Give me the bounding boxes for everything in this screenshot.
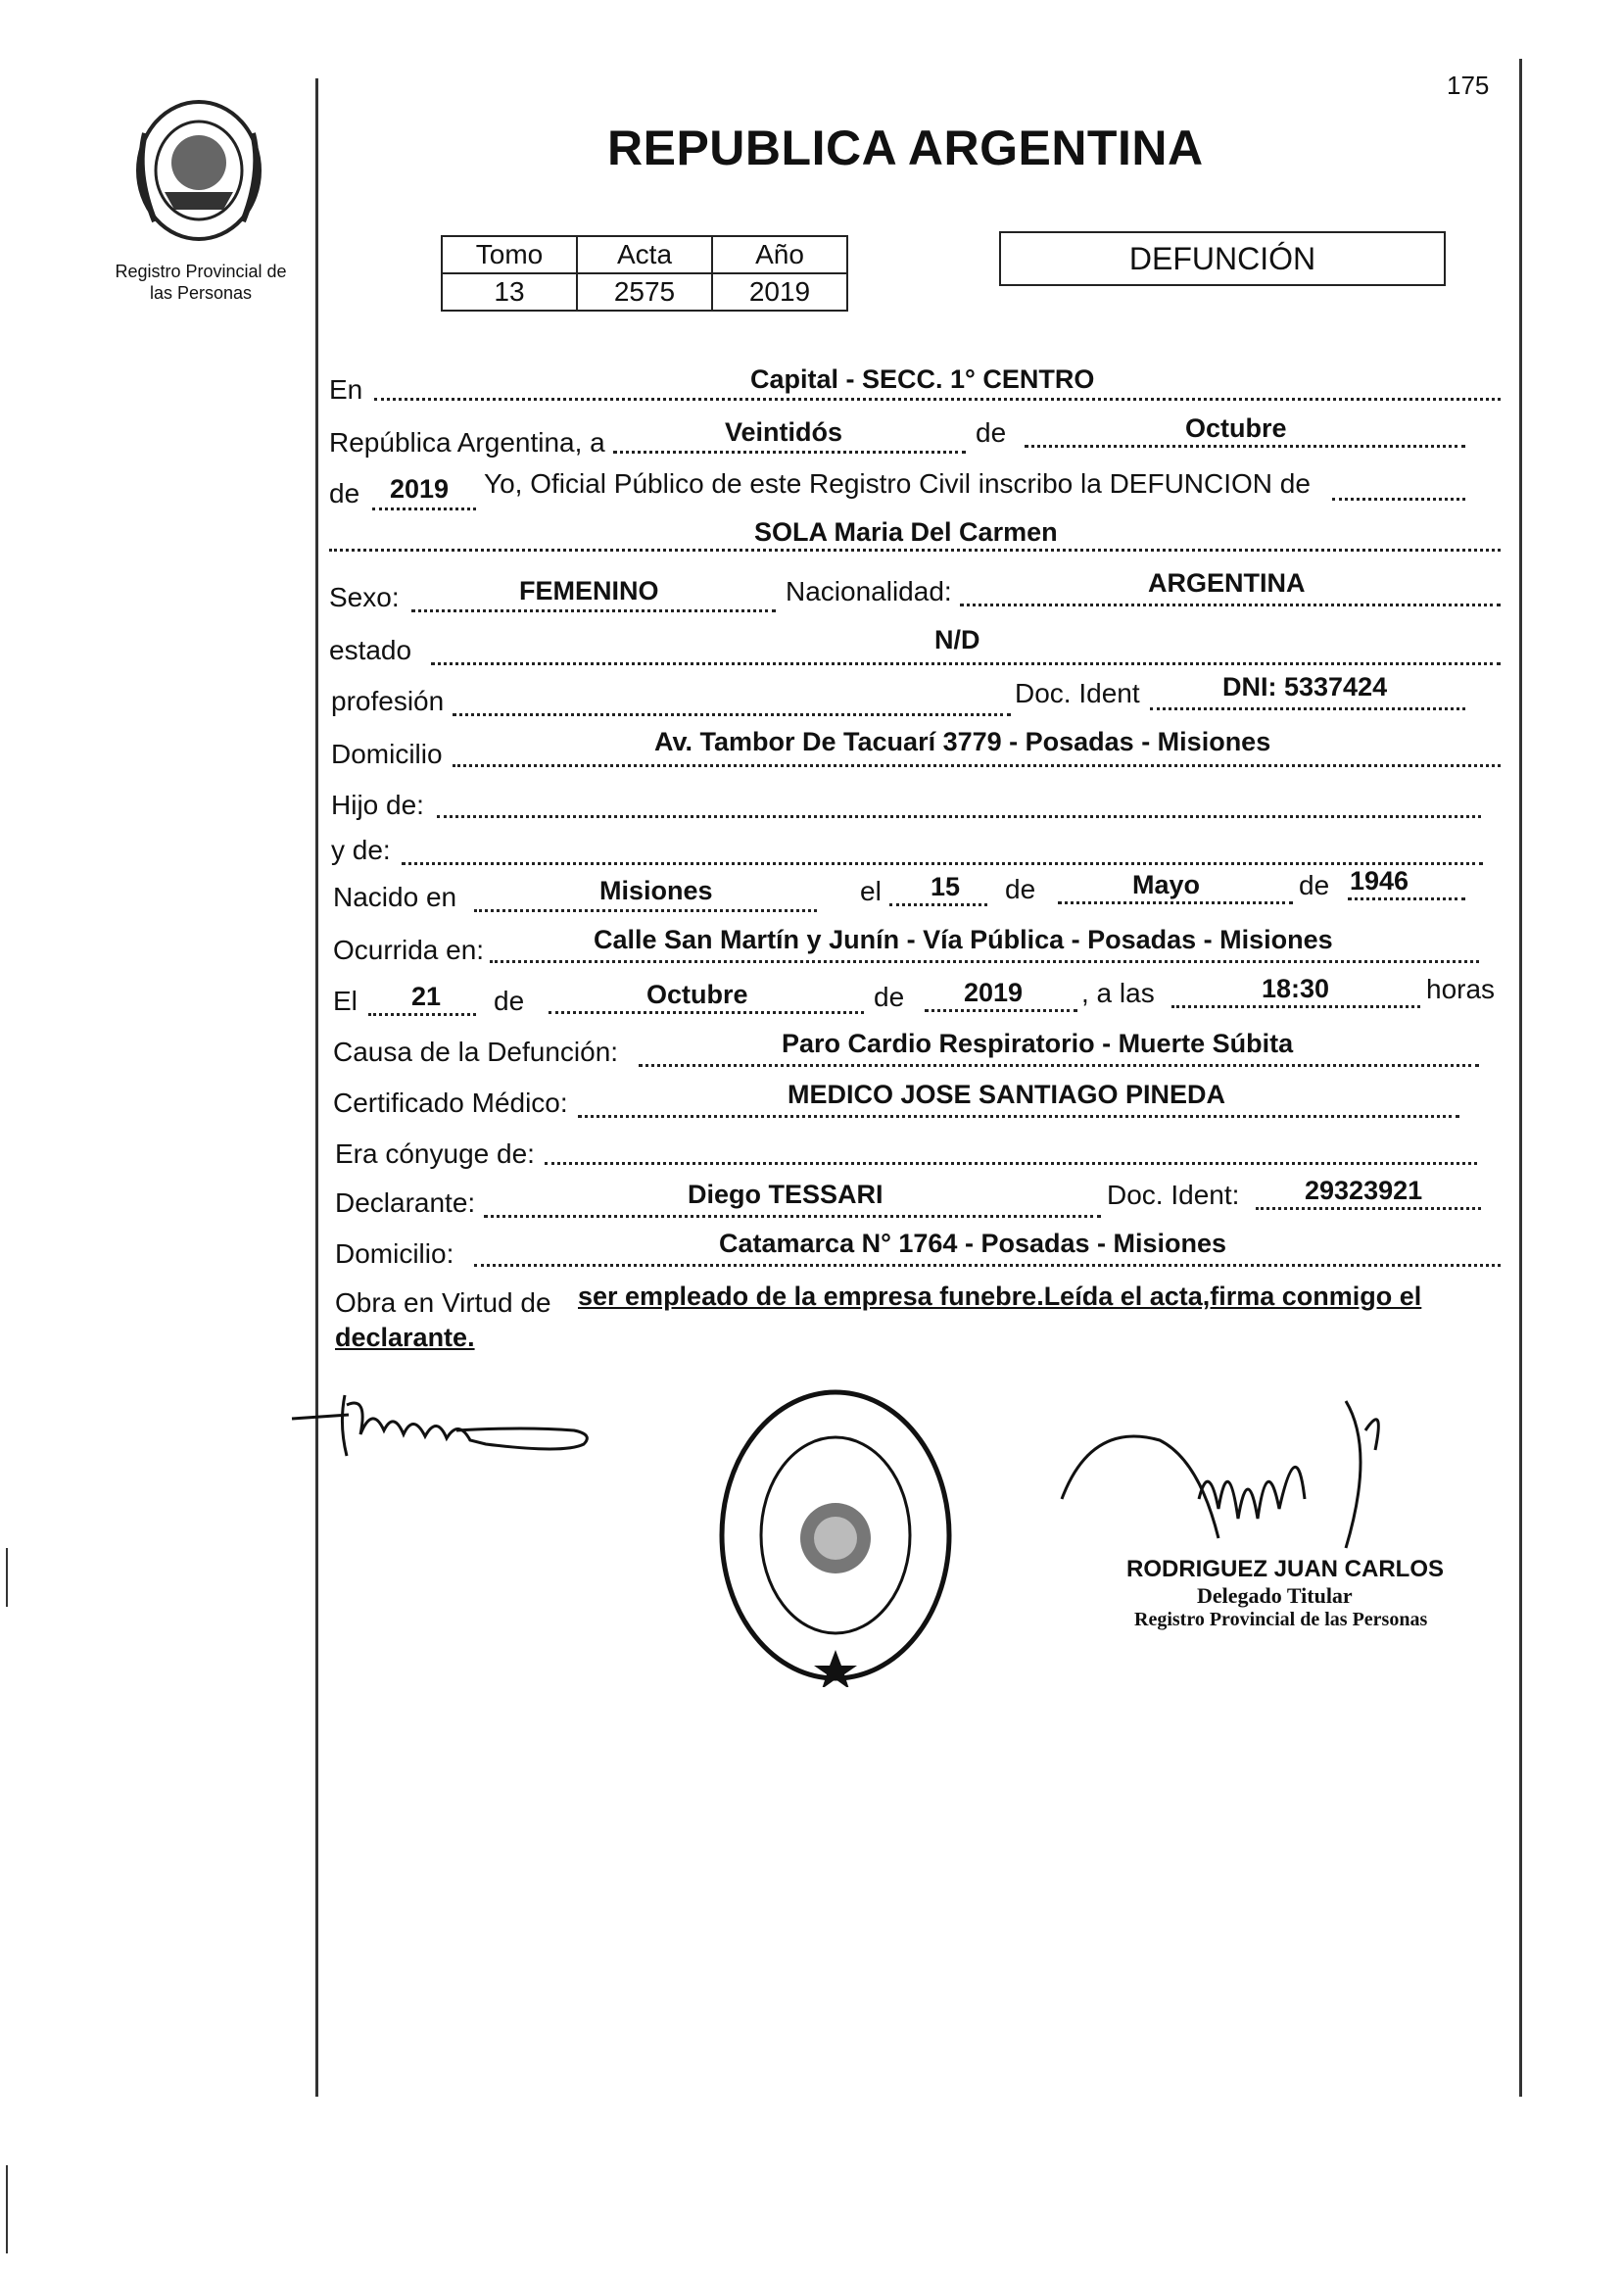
a-las-label: , a las: [1081, 978, 1155, 1008]
declarante-value: Diego TESSARI: [688, 1180, 884, 1209]
nacido-anio-line: [1348, 897, 1465, 900]
domicilio-line: [453, 764, 1501, 767]
causa-label: Causa de la Defunción:: [333, 1037, 619, 1067]
conyuge-label: Era cónyuge de:: [335, 1138, 535, 1169]
doc2-value: 29323921: [1305, 1176, 1423, 1205]
hijo-line: [437, 815, 1481, 818]
nacido-lugar-value: Misiones: [599, 876, 713, 905]
month-line: [1025, 445, 1465, 448]
sexo-label: Sexo:: [329, 582, 400, 612]
page-edge-mark: [6, 2165, 8, 2253]
doc-ident-value: DNI: 5337424: [1222, 672, 1388, 702]
ocurrida-line: [490, 960, 1479, 963]
ref-header-acta: Acta: [577, 236, 712, 273]
el2-label: El: [333, 986, 358, 1016]
nacido-lugar-line: [474, 909, 817, 912]
de-year-label: de: [329, 478, 360, 508]
doc2-line: [1256, 1207, 1481, 1210]
certificado-value: MEDICO JOSE SANTIAGO PINEDA: [788, 1080, 1226, 1109]
fecha-de1-label: de: [494, 986, 525, 1016]
profesion-line: [453, 713, 1011, 716]
year-line: [372, 508, 476, 510]
nacido-de1-label: de: [1005, 874, 1036, 904]
hora-line: [1171, 1005, 1420, 1008]
republica-label: República Argentina, a: [329, 427, 605, 458]
issuer-line-1: Registro Provincial de: [115, 262, 287, 281]
certificado-line: [578, 1115, 1459, 1118]
page-number: 175: [1447, 71, 1490, 100]
nacido-dia-value: 15: [931, 872, 961, 901]
fecha-dia-value: 21: [411, 982, 442, 1011]
profesion-label: profesión: [331, 686, 445, 716]
registry-seal-icon: [713, 1383, 958, 1687]
ref-header-tomo: Tomo: [442, 236, 577, 273]
ref-header-anio: Año: [712, 236, 847, 273]
official-block: [1126, 1556, 1459, 1631]
nacionalidad-line: [960, 604, 1501, 606]
year-value: 2019: [390, 474, 450, 504]
en-line: [374, 398, 1501, 401]
name-line: [329, 549, 1501, 552]
ref-value-anio: 2019: [712, 273, 847, 311]
oficial-text: Yo, Oficial Público de este Registro Civil inscribo la DEFUNCION de: [484, 468, 1311, 499]
nacido-el-label: el: [860, 876, 882, 906]
reference-table: [441, 235, 848, 312]
fecha-anio-line: [925, 1009, 1077, 1012]
nacido-mes-line: [1058, 901, 1293, 904]
certificado-label: Certificado Médico:: [333, 1088, 568, 1118]
provincial-emblem-icon: [125, 94, 272, 251]
day-line: [613, 451, 966, 454]
month-value: Octubre: [1185, 413, 1287, 443]
official-name: RODRIGUEZ JUAN CARLOS: [1126, 1556, 1445, 1582]
causa-value: Paro Cardio Respiratorio - Muerte Súbita: [782, 1029, 1294, 1058]
official-role: Delegado Titular: [1197, 1583, 1353, 1608]
page-edge-mark: [6, 1548, 8, 1607]
domicilio2-label: Domicilio:: [335, 1238, 454, 1269]
sexo-line: [411, 609, 776, 612]
day-value: Veintidós: [725, 417, 843, 447]
ocurrida-value: Calle San Martín y Junín - Vía Pública - Posadas - Misiones: [594, 925, 1333, 954]
declarante-line: [484, 1215, 1101, 1218]
horas-label: horas: [1426, 974, 1496, 1004]
fecha-mes-value: Octubre: [646, 980, 748, 1009]
y-de-line: [402, 862, 1483, 865]
obra-value-line-2: declarante.: [335, 1323, 475, 1352]
domicilio2-line: [474, 1264, 1501, 1267]
fecha-de2-label: de: [874, 982, 905, 1012]
document-type-box: DEFUNCIÓN: [999, 231, 1446, 286]
declarant-signature-icon: [290, 1376, 603, 1474]
page-title: REPUBLICA ARGENTINA: [607, 121, 1204, 175]
ref-value-acta: 2575: [577, 273, 712, 311]
conyuge-line: [545, 1162, 1477, 1165]
provincial-logo: [125, 94, 272, 251]
nacido-label: Nacido en: [333, 882, 457, 912]
domicilio-label: Domicilio: [331, 739, 443, 769]
nacido-anio-value: 1946: [1350, 866, 1409, 895]
estado-value: N/D: [934, 625, 980, 654]
ocurrida-label: Ocurrida en:: [333, 935, 485, 965]
left-margin-line: [315, 78, 318, 2097]
de-label: de: [976, 417, 1007, 448]
fecha-dia-line: [368, 1013, 476, 1016]
estado-line: [431, 662, 1501, 665]
official-office: Registro Provincial de las Personas: [1134, 1609, 1428, 1630]
en-value: Capital - SECC. 1° CENTRO: [750, 364, 1095, 394]
official-seal: [713, 1383, 958, 1687]
en-label: En: [329, 374, 363, 405]
nacido-de2-label: de: [1299, 870, 1330, 900]
doc2-label: Doc. Ident:: [1107, 1180, 1240, 1210]
causa-line: [639, 1064, 1479, 1067]
hora-value: 18:30: [1262, 974, 1330, 1003]
issuer-caption: [98, 261, 304, 304]
nacionalidad-label: Nacionalidad:: [786, 576, 952, 606]
right-margin-line: [1519, 59, 1522, 2097]
ref-value-tomo: 13: [442, 273, 577, 311]
doc-ident-label: Doc. Ident: [1015, 678, 1140, 708]
nacido-mes-value: Mayo: [1132, 870, 1201, 899]
deceased-name: SOLA Maria Del Carmen: [754, 517, 1058, 547]
doc-ident-line: [1150, 707, 1465, 710]
declarant-signature: [290, 1376, 603, 1474]
oficial-line: [1332, 498, 1465, 501]
domicilio2-value: Catamarca N° 1764 - Posadas - Misiones: [719, 1229, 1227, 1258]
nacionalidad-value: ARGENTINA: [1148, 568, 1306, 598]
declarante-label: Declarante:: [335, 1187, 476, 1218]
nacido-dia-line: [889, 903, 987, 906]
fecha-mes-line: [549, 1011, 864, 1014]
y-de-label: y de:: [331, 835, 391, 865]
sexo-value: FEMENINO: [519, 576, 659, 605]
fecha-anio-value: 2019: [964, 978, 1024, 1007]
domicilio-value: Av. Tambor De Tacuarí 3779 - Posadas - Misiones: [654, 727, 1271, 756]
hijo-label: Hijo de:: [331, 790, 424, 820]
estado-label: estado: [329, 635, 412, 665]
obra-value-line-1: ser empleado de la empresa funebre.Leída el acta,firma conmigo el: [578, 1282, 1422, 1311]
issuer-line-2: las Personas: [149, 283, 253, 303]
obra-label: Obra en Virtud de: [335, 1287, 551, 1318]
